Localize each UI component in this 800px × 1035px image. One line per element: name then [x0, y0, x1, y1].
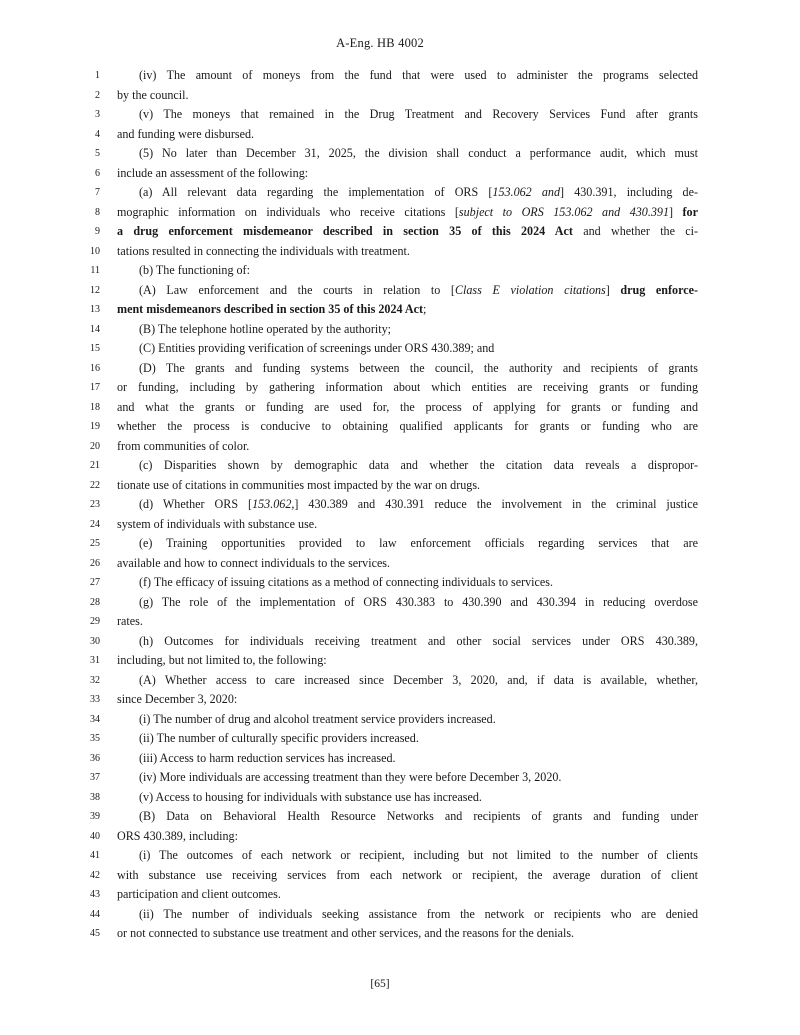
line-number: 18: [90, 401, 100, 413]
line-text: [117, 690, 698, 710]
text-segment: from communities of color.: [117, 438, 250, 453]
line-text: [117, 378, 698, 398]
line-number: 14: [90, 323, 100, 335]
bold-text: a drug enforcement misdemeanor described in section 35 of this 2024 Act: [117, 224, 573, 238]
document-line: [0, 690, 800, 710]
line-number: 41: [90, 850, 100, 861]
text-segment: (d) Whether ORS [: [139, 497, 253, 511]
text-segment: (i) The number of drug and alcohol treatment service providers increased.: [139, 711, 496, 726]
line-text: [139, 339, 698, 359]
text-segment: (v) The moneys that remained in the Drug Treatment and Recovery Services Fund after grants: [139, 107, 698, 121]
text-segment: (C) Entities providing verification of screenings under ORS 430.389; and: [139, 341, 495, 355]
line-number: 32: [90, 674, 100, 686]
text-segment: (g) The role of the implementation of ORS 430.383 to 430.390 and 430.394 in reducing overdose: [139, 594, 698, 609]
text-segment: include an assessment of the following:: [117, 165, 309, 180]
line-text: [117, 242, 698, 262]
text-segment: with substance use receiving services from each network or recipient, the average duration of client: [117, 867, 698, 882]
page-header: A-Eng. HB 4002: [336, 36, 424, 50]
line-text: [117, 437, 698, 457]
document-line: [0, 378, 800, 398]
line-number: 38: [90, 791, 100, 803]
line-text: [139, 807, 698, 827]
line-number: 31: [90, 655, 100, 666]
line-text: [117, 125, 698, 145]
document-line: [0, 866, 800, 886]
document-line: [0, 105, 800, 125]
text-segment: and funding were disbursed.: [117, 126, 255, 141]
line-text: [117, 86, 698, 106]
text-segment: (i) The outcomes of each network or recipient, including but not limited to the number of clients: [139, 848, 698, 862]
line-text: [117, 924, 698, 944]
line-text: [139, 281, 698, 301]
line-number: 2: [95, 89, 100, 101]
italic-text: subject to ORS 153.062 and 430.391: [458, 204, 669, 219]
line-number: 45: [90, 928, 100, 939]
text-segment: or funding, including by gathering information about which entities are receiving grants or funding: [117, 380, 698, 394]
document-line: [0, 827, 800, 847]
document-line: [0, 339, 800, 359]
bold-text: ment misdemeanors described in section 35 of this 2024 Act: [117, 302, 424, 316]
text-segment: (c) Disparities shown by demographic data and whether the citation data reveals a dispropor-: [139, 458, 698, 472]
document-line: [0, 183, 800, 203]
text-segment: since December 3, 2020:: [117, 692, 238, 706]
document-line: [0, 437, 800, 457]
bold-text: for: [682, 204, 698, 219]
document-body: [0, 66, 800, 944]
text-segment: system of individuals with substance use.: [117, 516, 318, 531]
text-segment: ORS 430.389, including:: [117, 828, 238, 843]
line-text: [139, 183, 698, 203]
line-number: 40: [90, 830, 100, 842]
document-line: [0, 261, 800, 281]
line-number: 22: [90, 479, 100, 491]
text-segment: including, but not limited to, the following:: [117, 653, 327, 667]
text-segment: (5) No later than December 31, 2025, the division shall conduct a performance audit, which must: [139, 146, 698, 160]
text-segment: (b) The functioning of:: [139, 263, 250, 277]
text-segment: or not connected to substance use treatment and other services, and the reasons for the denials.: [117, 926, 575, 940]
text-segment: and whether the ci-: [572, 224, 698, 238]
line-text: [117, 398, 698, 418]
line-text: [139, 534, 698, 554]
line-text: [117, 885, 698, 905]
line-number: 29: [90, 616, 100, 627]
line-text: [117, 476, 698, 496]
line-number: 28: [90, 596, 100, 608]
document-line: [0, 398, 800, 418]
line-number: 8: [95, 206, 100, 218]
document-line: [0, 768, 800, 788]
text-segment: ] 430.389 and 430.391 reduce the involvement in the criminal justice: [294, 497, 699, 511]
document-line: [0, 86, 800, 106]
document-line: [0, 710, 800, 730]
text-segment: mographic information on individuals who receive citations [: [117, 204, 459, 219]
line-text: [139, 573, 698, 593]
line-number: 12: [90, 284, 100, 296]
line-text: [139, 749, 698, 769]
text-segment: by the council.: [117, 87, 189, 102]
line-number: 1: [95, 70, 100, 81]
line-text: [117, 164, 698, 184]
line-text: [117, 866, 698, 886]
line-number: 13: [90, 304, 100, 315]
document-line: [0, 359, 800, 379]
line-number: 30: [90, 635, 100, 647]
document-line: [0, 632, 800, 652]
document-line: [0, 320, 800, 340]
document-line: [0, 300, 800, 320]
line-text: [117, 417, 698, 437]
line-text: [139, 320, 698, 340]
text-segment: available and how to connect individuals to the services.: [117, 555, 391, 570]
text-segment: ] 430.391, including de-: [560, 185, 698, 199]
text-segment: rates.: [117, 614, 143, 628]
document-line: [0, 125, 800, 145]
text-segment: ]: [605, 282, 621, 297]
text-segment: (iv) More individuals are accessing treatment than they were before December 3, 2020.: [139, 770, 562, 784]
document-line: [0, 924, 800, 944]
line-text: [117, 203, 698, 223]
text-segment: (iii) Access to harm reduction services has increased.: [139, 750, 396, 765]
line-number: 21: [90, 460, 100, 471]
document-line: [0, 885, 800, 905]
line-number: 11: [90, 265, 100, 276]
line-number: 35: [90, 733, 100, 744]
text-segment: (ii) The number of individuals seeking assistance from the network or recipients who are denied: [139, 906, 698, 921]
text-segment: ;: [423, 302, 427, 316]
italic-text: 153.062,: [252, 497, 295, 511]
text-segment: tionate use of citations in communities most impacted by the war on drugs.: [117, 477, 481, 492]
line-text: [139, 729, 698, 749]
text-segment: (a) All relevant data regarding the implementation of ORS [: [139, 185, 493, 199]
line-text: [139, 495, 698, 515]
line-text: [117, 222, 698, 242]
line-text: [117, 651, 698, 671]
line-text: [117, 515, 698, 535]
document-line: [0, 417, 800, 437]
line-number: 43: [90, 889, 100, 900]
text-segment: (e) Training opportunities provided to law enforcement officials regarding services that are: [139, 536, 698, 550]
document-line: [0, 144, 800, 164]
document-line: [0, 222, 800, 242]
line-text: [139, 905, 698, 925]
document-line: [0, 164, 800, 184]
document-line: [0, 242, 800, 262]
line-number: 26: [90, 557, 100, 569]
document-line: [0, 905, 800, 925]
document-line: [0, 846, 800, 866]
document-line: [0, 281, 800, 301]
document-line: [0, 534, 800, 554]
line-number: 42: [90, 869, 100, 881]
text-segment: and what the grants or funding are used for, the process of applying for grants or funding and: [117, 399, 698, 414]
document-line: [0, 203, 800, 223]
line-number: 27: [90, 577, 100, 588]
italic-text: Class E violation citations: [454, 282, 606, 297]
text-segment: (h) Outcomes for individuals receiving treatment and other social services under ORS 430.389,: [139, 633, 698, 648]
text-segment: ]: [669, 204, 683, 219]
line-text: [117, 554, 698, 574]
italic-text: 153.062 and: [492, 185, 561, 199]
document-line: [0, 593, 800, 613]
document-line: [0, 651, 800, 671]
line-number: 5: [95, 148, 100, 159]
document-line: [0, 554, 800, 574]
line-text: [139, 359, 698, 379]
line-number: 25: [90, 538, 100, 549]
line-number: 17: [90, 382, 100, 393]
line-number: 34: [90, 713, 100, 725]
text-segment: (B) The telephone hotline operated by the authority;: [139, 321, 391, 336]
line-number: 36: [90, 752, 100, 764]
document-line: [0, 476, 800, 496]
text-segment: (v) Access to housing for individuals with substance use has increased.: [139, 789, 482, 804]
line-text: [117, 827, 698, 847]
line-text: [117, 612, 698, 632]
line-number: 6: [95, 167, 100, 179]
line-text: [139, 846, 698, 866]
line-number: 3: [95, 109, 100, 120]
line-text: [139, 593, 698, 613]
document-line: [0, 456, 800, 476]
text-segment: tations resulted in connecting the individuals with treatment.: [117, 243, 410, 258]
line-number: 44: [90, 908, 100, 920]
text-segment: participation and client outcomes.: [117, 887, 281, 901]
line-number: 15: [90, 343, 100, 354]
document-line: [0, 749, 800, 769]
text-segment: whether the process is conducive to obtaining qualified applicants for grants or funding who are: [117, 419, 698, 433]
text-segment: (D) The grants and funding systems between the council, the authority and recipients of grants: [139, 360, 698, 375]
line-number: 19: [90, 421, 100, 432]
document-line: [0, 671, 800, 691]
line-number: 10: [90, 245, 100, 257]
line-text: [139, 456, 698, 476]
line-text: [139, 66, 698, 86]
document-line: [0, 729, 800, 749]
text-segment: (A) Whether access to care increased since December 3, 2020, and, if data is available, whether,: [139, 672, 698, 687]
line-text: [139, 671, 698, 691]
line-text: [139, 144, 698, 164]
document-line: [0, 495, 800, 515]
document-line: [0, 788, 800, 808]
text-segment: (f) The efficacy of issuing citations as a method of connecting individuals to services.: [139, 575, 553, 589]
document-line: [0, 612, 800, 632]
text-segment: (ii) The number of culturally specific providers increased.: [139, 731, 419, 745]
document-line: [0, 66, 800, 86]
line-number: 33: [90, 694, 100, 705]
line-number: 9: [95, 226, 100, 237]
document-line: [0, 573, 800, 593]
line-number: 4: [95, 128, 100, 140]
text-segment: (B) Data on Behavioral Health Resource Networks and recipients of grants and funding under: [139, 809, 698, 823]
page-number: [65]: [370, 978, 390, 990]
text-segment: (iv) The amount of moneys from the fund that were used to administer the programs selected: [139, 68, 698, 82]
document-line: [0, 515, 800, 535]
line-text: [139, 768, 698, 788]
line-text: [139, 105, 698, 125]
line-text: [139, 788, 698, 808]
line-number: 24: [90, 518, 100, 530]
line-number: 20: [90, 440, 100, 452]
bold-text: drug enforce-: [620, 282, 698, 297]
line-text: [139, 710, 698, 730]
line-number: 23: [90, 499, 100, 510]
document-line: [0, 807, 800, 827]
line-number: 37: [90, 772, 100, 783]
line-text: [139, 632, 698, 652]
line-text: [117, 300, 698, 320]
line-number: 7: [95, 187, 100, 198]
line-number: 39: [90, 811, 100, 822]
line-number: 16: [90, 362, 100, 374]
text-segment: (A) Law enforcement and the courts in relation to [: [139, 282, 455, 297]
line-text: [139, 261, 698, 281]
